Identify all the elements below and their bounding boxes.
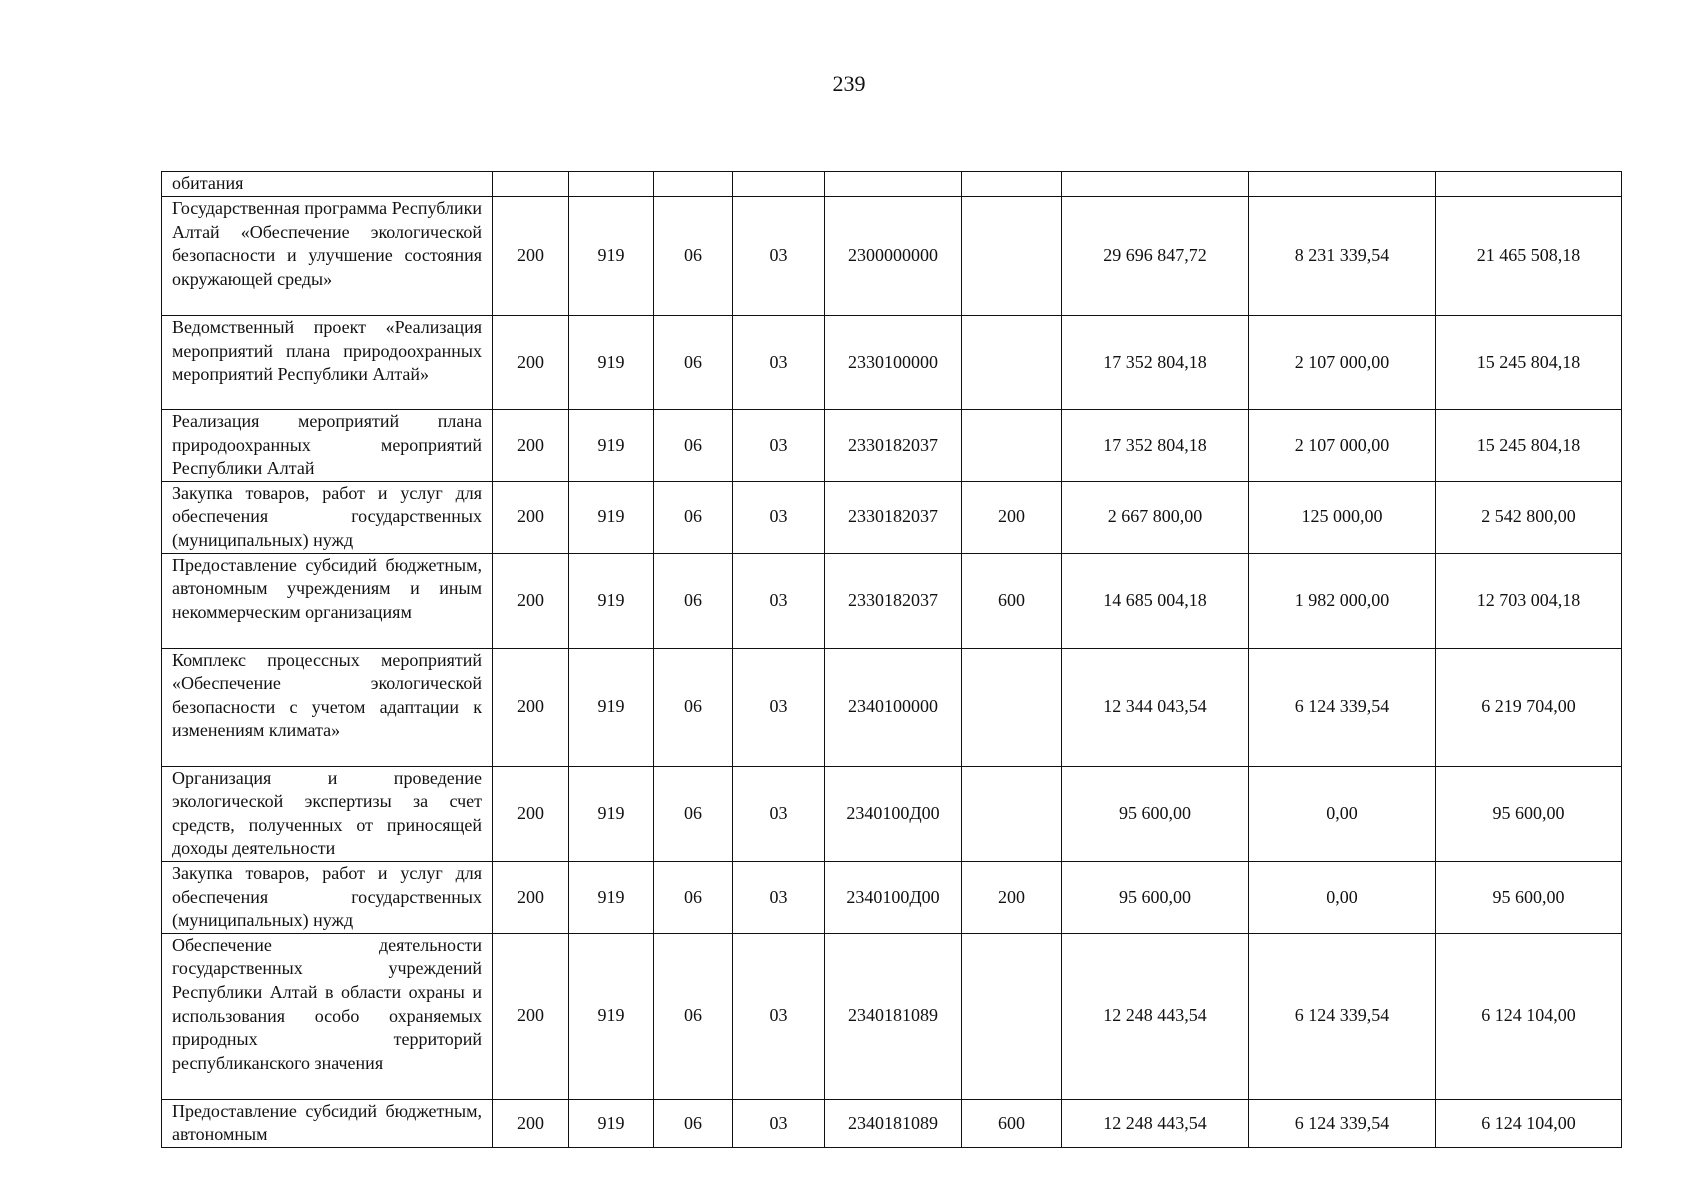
row-col7-cell: 12 344 043,54 (1062, 648, 1249, 766)
budget-table (161, 171, 1622, 1148)
table-row (162, 197, 1622, 316)
row-col5-cell: 2340181089 (825, 933, 962, 1099)
row-col1-cell: 200 (493, 766, 569, 861)
row-col3-cell: 06 (654, 481, 733, 553)
row-col7-cell: 17 352 804,18 (1062, 316, 1249, 410)
row-col8-cell (1249, 172, 1436, 197)
row-col8-cell: 0,00 (1249, 861, 1436, 933)
row-col3-cell: 06 (654, 766, 733, 861)
row-col9-cell (1436, 172, 1622, 197)
row-col5-cell: 2300000000 (825, 197, 962, 316)
row-col1-cell: 200 (493, 553, 569, 648)
table-row (162, 410, 1622, 482)
row-col1-cell: 200 (493, 861, 569, 933)
row-col5-cell (825, 172, 962, 197)
row-col4-cell: 03 (733, 1099, 825, 1147)
row-col3-cell (654, 172, 733, 197)
row-col6-cell (962, 766, 1062, 861)
row-col5-cell: 2330182037 (825, 481, 962, 553)
row-col4-cell: 03 (733, 766, 825, 861)
row-col3-cell: 06 (654, 648, 733, 766)
row-name-cell: Предоставление субсидий бюджетным, автономным (162, 1099, 493, 1147)
row-col6-cell (962, 172, 1062, 197)
row-name-cell: Государственная программа Республики Алтай «Обеспечение экологической безопасности и улучшение состояния окружающей среды» (162, 197, 493, 316)
row-col2-cell: 919 (569, 933, 654, 1099)
row-col4-cell (733, 172, 825, 197)
row-col2-cell: 919 (569, 197, 654, 316)
row-col1-cell: 200 (493, 933, 569, 1099)
row-col2-cell: 919 (569, 861, 654, 933)
row-name-cell: обитания (162, 172, 493, 197)
row-col8-cell: 1 982 000,00 (1249, 553, 1436, 648)
row-col1-cell: 200 (493, 197, 569, 316)
row-col3-cell: 06 (654, 861, 733, 933)
row-col6-cell: 200 (962, 861, 1062, 933)
row-col3-cell: 06 (654, 553, 733, 648)
row-col9-cell: 15 245 804,18 (1436, 316, 1622, 410)
row-col5-cell: 2330182037 (825, 410, 962, 482)
table-row (162, 648, 1622, 766)
row-col5-cell: 2340100000 (825, 648, 962, 766)
row-col4-cell: 03 (733, 553, 825, 648)
table-row (162, 172, 1622, 197)
row-col4-cell: 03 (733, 316, 825, 410)
row-col5-cell: 2330182037 (825, 553, 962, 648)
row-name-cell: Реализация мероприятий плана природоохранных мероприятий Республики Алтай (162, 410, 493, 482)
row-col5-cell: 2340100Д00 (825, 766, 962, 861)
row-col2-cell: 919 (569, 1099, 654, 1147)
row-col3-cell: 06 (654, 316, 733, 410)
row-col7-cell: 29 696 847,72 (1062, 197, 1249, 316)
row-col8-cell: 6 124 339,54 (1249, 933, 1436, 1099)
row-name-cell: Ведомственный проект «Реализация мероприятий плана природоохранных мероприятий Республики Алтай» (162, 316, 493, 410)
row-col7-cell: 95 600,00 (1062, 766, 1249, 861)
row-col8-cell: 125 000,00 (1249, 481, 1436, 553)
row-col2-cell: 919 (569, 481, 654, 553)
row-col9-cell: 95 600,00 (1436, 766, 1622, 861)
row-col3-cell: 06 (654, 1099, 733, 1147)
row-col9-cell: 2 542 800,00 (1436, 481, 1622, 553)
row-col7-cell: 2 667 800,00 (1062, 481, 1249, 553)
row-col4-cell: 03 (733, 933, 825, 1099)
row-col7-cell (1062, 172, 1249, 197)
row-col2-cell: 919 (569, 410, 654, 482)
table-row (162, 1099, 1622, 1147)
row-col1-cell: 200 (493, 1099, 569, 1147)
row-col9-cell: 95 600,00 (1436, 861, 1622, 933)
page-number: 239 (832, 71, 866, 96)
row-col1-cell: 200 (493, 648, 569, 766)
row-col9-cell: 15 245 804,18 (1436, 410, 1622, 482)
row-col8-cell: 6 124 339,54 (1249, 648, 1436, 766)
row-col6-cell: 600 (962, 1099, 1062, 1147)
row-name-cell: Предоставление субсидий бюджетным, автономным учреждениям и иным некоммерческим организациям (162, 553, 493, 648)
row-col4-cell: 03 (733, 410, 825, 482)
row-col2-cell: 919 (569, 316, 654, 410)
table-row (162, 316, 1622, 410)
row-col1-cell (493, 172, 569, 197)
row-col9-cell: 6 124 104,00 (1436, 933, 1622, 1099)
row-col1-cell: 200 (493, 316, 569, 410)
row-col8-cell: 8 231 339,54 (1249, 197, 1436, 316)
row-col3-cell: 06 (654, 410, 733, 482)
table-row (162, 933, 1622, 1099)
row-col8-cell: 2 107 000,00 (1249, 316, 1436, 410)
row-col1-cell: 200 (493, 481, 569, 553)
row-col6-cell (962, 316, 1062, 410)
row-col6-cell: 200 (962, 481, 1062, 553)
row-col5-cell: 2340100Д00 (825, 861, 962, 933)
row-col7-cell: 12 248 443,54 (1062, 933, 1249, 1099)
row-col9-cell: 12 703 004,18 (1436, 553, 1622, 648)
row-col8-cell: 0,00 (1249, 766, 1436, 861)
table-row (162, 553, 1622, 648)
row-col5-cell: 2340181089 (825, 1099, 962, 1147)
row-col2-cell: 919 (569, 553, 654, 648)
row-col7-cell: 12 248 443,54 (1062, 1099, 1249, 1147)
row-col2-cell (569, 172, 654, 197)
row-col7-cell: 17 352 804,18 (1062, 410, 1249, 482)
row-col6-cell (962, 648, 1062, 766)
row-col7-cell: 14 685 004,18 (1062, 553, 1249, 648)
row-name-cell: Обеспечение деятельности государственных учреждений Республики Алтай в области охраны и использования особо охраняемых природных территорий республиканского значения (162, 933, 493, 1099)
row-col9-cell: 6 124 104,00 (1436, 1099, 1622, 1147)
row-col8-cell: 2 107 000,00 (1249, 410, 1436, 482)
table-row (162, 766, 1622, 861)
row-col4-cell: 03 (733, 481, 825, 553)
row-col6-cell: 600 (962, 553, 1062, 648)
row-col2-cell: 919 (569, 648, 654, 766)
row-col1-cell: 200 (493, 410, 569, 482)
row-col8-cell: 6 124 339,54 (1249, 1099, 1436, 1147)
row-col6-cell (962, 197, 1062, 316)
row-col9-cell: 21 465 508,18 (1436, 197, 1622, 316)
row-name-cell: Комплекс процессных мероприятий «Обеспечение экологической безопасности с учетом адаптации к изменениям климата» (162, 648, 493, 766)
row-name-cell: Организация и проведение экологической экспертизы за счет средств, полученных от приносящей доходы деятельности (162, 766, 493, 861)
table-row (162, 481, 1622, 553)
row-col6-cell (962, 933, 1062, 1099)
row-col3-cell: 06 (654, 197, 733, 316)
table-row (162, 861, 1622, 933)
row-col9-cell: 6 219 704,00 (1436, 648, 1622, 766)
row-name-cell: Закупка товаров, работ и услуг для обеспечения государственных (муниципальных) нужд (162, 861, 493, 933)
row-col5-cell: 2330100000 (825, 316, 962, 410)
row-col2-cell: 919 (569, 766, 654, 861)
row-name-cell: Закупка товаров, работ и услуг для обеспечения государственных (муниципальных) нужд (162, 481, 493, 553)
row-col4-cell: 03 (733, 861, 825, 933)
row-col3-cell: 06 (654, 933, 733, 1099)
row-col4-cell: 03 (733, 197, 825, 316)
row-col4-cell: 03 (733, 648, 825, 766)
row-col7-cell: 95 600,00 (1062, 861, 1249, 933)
row-col6-cell (962, 410, 1062, 482)
